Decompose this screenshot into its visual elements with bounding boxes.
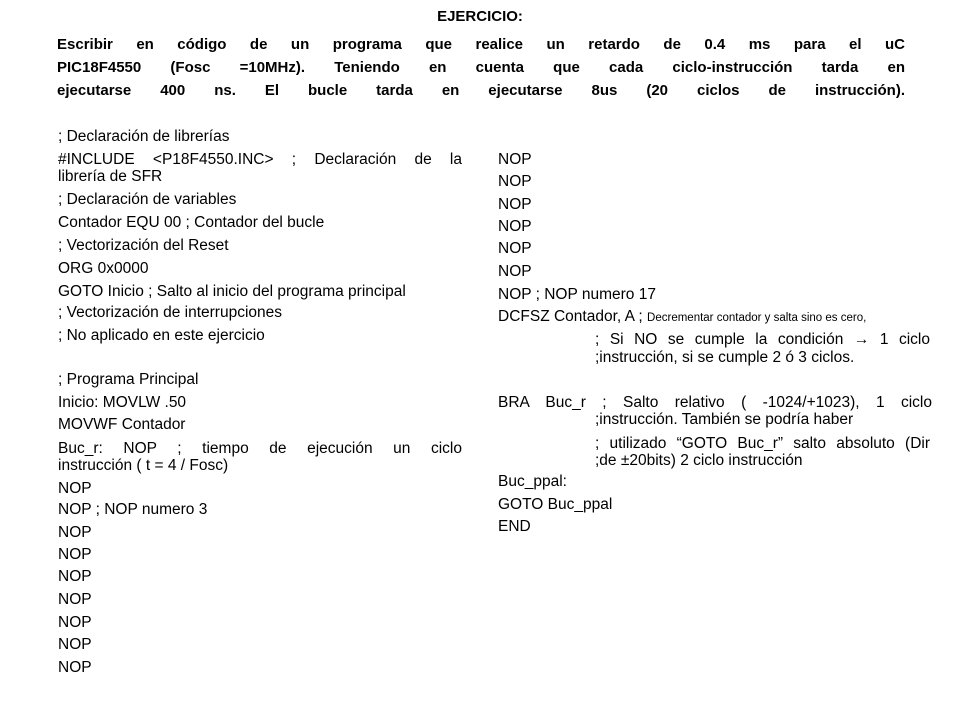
code-line: NOP ; NOP numero 17 <box>498 286 656 303</box>
code-line: NOP <box>58 636 92 653</box>
code-line: #INCLUDE <P18F4550.INC> ; Declaración de la <box>58 151 462 168</box>
code-line: ; Declaración de variables <box>58 191 237 208</box>
code-line: END <box>498 518 531 535</box>
code-text: DCFSZ Contador, A ; <box>498 308 643 325</box>
code-line: NOP <box>498 218 532 235</box>
statement-line-1: Escribir en código de un programa que realice un retardo de 0.4 ms para el uC <box>57 36 905 53</box>
code-line: NOP <box>58 614 92 631</box>
code-comment-small: Decrementar contador y salta sino es cero, <box>647 312 867 324</box>
exercise-statement <box>57 33 905 102</box>
code-line: GOTO Inicio ; Salto al inicio del programa principal <box>58 283 406 300</box>
code-line: ;de ±20bits) 2 ciclo instrucción <box>595 452 803 469</box>
code-line: ; Programa Principal <box>58 371 199 388</box>
code-line: BRA Buc_r ; Salto relativo ( -1024/+1023), 1 ciclo <box>498 394 932 411</box>
code-line: NOP <box>58 480 92 497</box>
code-line: NOP <box>498 263 532 280</box>
code-line: NOP <box>58 659 92 676</box>
code-line: ORG 0x0000 <box>58 260 149 277</box>
code-line: NOP <box>58 546 92 563</box>
code-line: ; Si NO se cumple la condición → 1 ciclo <box>595 331 930 348</box>
code-line: GOTO Buc_ppal <box>498 496 613 513</box>
code-line: MOVWF Contador <box>58 416 186 433</box>
code-line: ;instrucción. También se podría haber <box>595 411 854 428</box>
code-line: NOP <box>58 591 92 608</box>
code-line: ; Vectorización de interrupciones <box>58 304 283 321</box>
code-line: Buc_r: NOP ; tiempo de ejecución un ciclo <box>58 440 462 457</box>
code-line: NOP <box>498 240 532 257</box>
code-line: ;instrucción, si se cumple 2 ó 3 ciclos. <box>595 349 855 366</box>
code-line: NOP <box>58 568 92 585</box>
code-line: ; No aplicado en este ejercicio <box>58 327 265 344</box>
code-line: instrucción ( t = 4 / Fosc) <box>58 457 229 474</box>
code-line: Inicio: MOVLW .50 <box>58 394 187 411</box>
code-line <box>498 308 866 327</box>
statement-line-2: PIC18F4550 (Fosc =10MHz). Teniendo en cuenta que cada ciclo-instrucción tarda en <box>57 59 905 76</box>
code-line: ; Declaración de librerías <box>58 128 230 145</box>
code-line: ; utilizado “GOTO Buc_r” salto absoluto (Dir <box>595 435 930 452</box>
code-line: NOP <box>498 151 532 168</box>
code-line: librería de SFR <box>58 168 163 185</box>
code-line: NOP <box>58 524 92 541</box>
statement-line-3: ejecutarse 400 ns. El bucle tarda en ejecutarse 8us (20 ciclos de instrucción). <box>57 82 905 99</box>
code-line: NOP <box>498 196 532 213</box>
code-line: Contador EQU 00 ; Contador del bucle <box>58 214 325 231</box>
code-line: NOP ; NOP numero 3 <box>58 501 208 518</box>
code-line: Buc_ppal: <box>498 473 567 490</box>
code-line: ; Vectorización del Reset <box>58 237 229 254</box>
exercise-title: EJERCICIO: <box>437 8 523 25</box>
code-line: NOP <box>498 173 532 190</box>
